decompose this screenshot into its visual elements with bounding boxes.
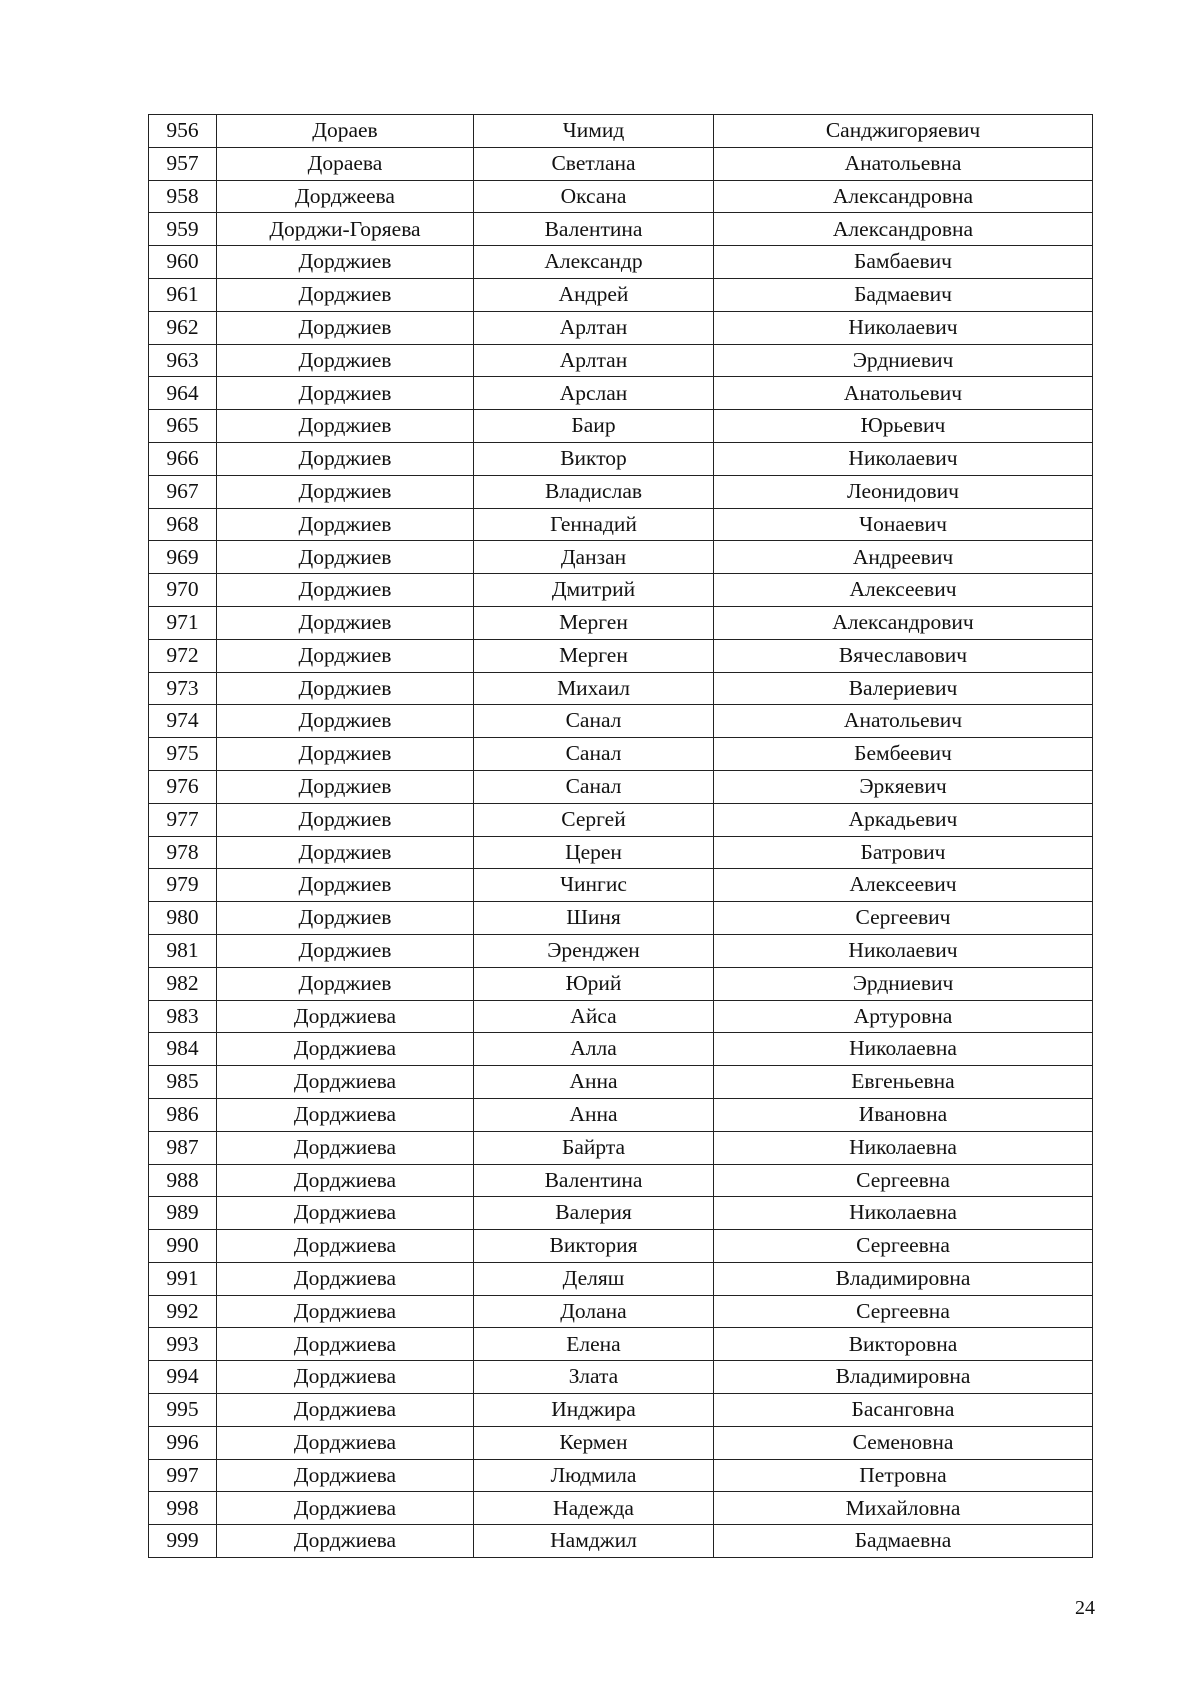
patronymic-cell: Николаевич — [714, 311, 1093, 344]
row-number-cell: 994 — [149, 1361, 217, 1394]
table-row — [149, 803, 1093, 836]
patronymic-cell: Михайловна — [714, 1492, 1093, 1525]
patronymic-cell: Сергеевна — [714, 1164, 1093, 1197]
surname-cell: Дорджиев — [217, 869, 474, 902]
patronymic-cell: Николаевна — [714, 1033, 1093, 1066]
surname-cell: Дорджиев — [217, 410, 474, 443]
patronymic-cell: Эрдниевич — [714, 344, 1093, 377]
table-row — [149, 1394, 1093, 1427]
patronymic-cell: Николаевна — [714, 1131, 1093, 1164]
patronymic-cell: Владимировна — [714, 1361, 1093, 1394]
page-number: 24 — [1075, 1597, 1095, 1619]
surname-cell: Дорджиева — [217, 1295, 474, 1328]
table-row — [149, 213, 1093, 246]
table-row — [149, 475, 1093, 508]
row-number-cell: 975 — [149, 738, 217, 771]
table-row — [149, 934, 1093, 967]
table-row — [149, 377, 1093, 410]
surname-cell: Дорджиев — [217, 278, 474, 311]
table-row — [149, 1426, 1093, 1459]
row-number-cell: 992 — [149, 1295, 217, 1328]
given-name-cell: Эренджен — [474, 934, 714, 967]
surname-cell: Дорджи-Горяева — [217, 213, 474, 246]
patronymic-cell: Валериевич — [714, 672, 1093, 705]
given-name-cell: Андрей — [474, 278, 714, 311]
given-name-cell: Елена — [474, 1328, 714, 1361]
surname-cell: Дорджиев — [217, 311, 474, 344]
surname-cell: Дораев — [217, 115, 474, 148]
patronymic-cell: Евгеньевна — [714, 1066, 1093, 1099]
row-number-cell: 982 — [149, 967, 217, 1000]
table-row — [149, 1525, 1093, 1558]
surname-cell: Дорджиев — [217, 475, 474, 508]
surname-cell: Дорджиева — [217, 1394, 474, 1427]
given-name-cell: Айса — [474, 1000, 714, 1033]
surname-cell: Дорджиев — [217, 902, 474, 935]
patronymic-cell: Владимировна — [714, 1262, 1093, 1295]
table-row — [149, 1459, 1093, 1492]
row-number-cell: 991 — [149, 1262, 217, 1295]
surname-cell: Дорджиев — [217, 705, 474, 738]
patronymic-cell: Чонаевич — [714, 508, 1093, 541]
surname-cell: Дорджиева — [217, 1164, 474, 1197]
surname-cell: Дорджиева — [217, 1525, 474, 1558]
row-number-cell: 974 — [149, 705, 217, 738]
surname-cell: Дорджиев — [217, 344, 474, 377]
row-number-cell: 959 — [149, 213, 217, 246]
table-row — [149, 1328, 1093, 1361]
table-row — [149, 1098, 1093, 1131]
patronymic-cell: Эркяевич — [714, 770, 1093, 803]
row-number-cell: 958 — [149, 180, 217, 213]
row-number-cell: 979 — [149, 869, 217, 902]
table-row — [149, 705, 1093, 738]
patronymic-cell: Батрович — [714, 836, 1093, 869]
patronymic-cell: Бембеевич — [714, 738, 1093, 771]
given-name-cell: Валерия — [474, 1197, 714, 1230]
roster-body — [149, 115, 1093, 1558]
patronymic-cell: Бадмаевич — [714, 278, 1093, 311]
table-row — [149, 606, 1093, 639]
patronymic-cell: Анатольевич — [714, 705, 1093, 738]
row-number-cell: 983 — [149, 1000, 217, 1033]
given-name-cell: Геннадий — [474, 508, 714, 541]
patronymic-cell: Анатольевич — [714, 377, 1093, 410]
given-name-cell: Инджира — [474, 1394, 714, 1427]
surname-cell: Дорджиев — [217, 672, 474, 705]
table-row — [149, 869, 1093, 902]
surname-cell: Дорджиев — [217, 770, 474, 803]
given-name-cell: Михаил — [474, 672, 714, 705]
patronymic-cell: Петровна — [714, 1459, 1093, 1492]
row-number-cell: 962 — [149, 311, 217, 344]
given-name-cell: Виктория — [474, 1230, 714, 1263]
table-row — [149, 278, 1093, 311]
roster-sheet — [148, 114, 1092, 1558]
table-row — [149, 115, 1093, 148]
patronymic-cell: Сергеевна — [714, 1230, 1093, 1263]
patronymic-cell: Санджигоряевич — [714, 115, 1093, 148]
surname-cell: Дорджиева — [217, 1197, 474, 1230]
row-number-cell: 998 — [149, 1492, 217, 1525]
surname-cell: Дорджиев — [217, 803, 474, 836]
surname-cell: Дорджиев — [217, 574, 474, 607]
row-number-cell: 969 — [149, 541, 217, 574]
patronymic-cell: Николаевна — [714, 1197, 1093, 1230]
patronymic-cell: Эрдниевич — [714, 967, 1093, 1000]
surname-cell: Дорджиев — [217, 442, 474, 475]
surname-cell: Дорджиева — [217, 1066, 474, 1099]
row-number-cell: 990 — [149, 1230, 217, 1263]
given-name-cell: Владислав — [474, 475, 714, 508]
patronymic-cell: Андреевич — [714, 541, 1093, 574]
patronymic-cell: Аркадьевич — [714, 803, 1093, 836]
row-number-cell: 985 — [149, 1066, 217, 1099]
row-number-cell: 981 — [149, 934, 217, 967]
surname-cell: Дорджиев — [217, 934, 474, 967]
table-row — [149, 738, 1093, 771]
given-name-cell: Санал — [474, 738, 714, 771]
row-number-cell: 987 — [149, 1131, 217, 1164]
row-number-cell: 957 — [149, 147, 217, 180]
table-row — [149, 1262, 1093, 1295]
given-name-cell: Юрий — [474, 967, 714, 1000]
table-row — [149, 311, 1093, 344]
given-name-cell: Арслан — [474, 377, 714, 410]
given-name-cell: Арлтан — [474, 311, 714, 344]
surname-cell: Дорджиева — [217, 1492, 474, 1525]
table-row — [149, 1361, 1093, 1394]
row-number-cell: 973 — [149, 672, 217, 705]
surname-cell: Дорджиев — [217, 541, 474, 574]
row-number-cell: 999 — [149, 1525, 217, 1558]
given-name-cell: Валентина — [474, 1164, 714, 1197]
table-row — [149, 1131, 1093, 1164]
surname-cell: Дорджиев — [217, 508, 474, 541]
table-row — [149, 246, 1093, 279]
row-number-cell: 960 — [149, 246, 217, 279]
row-number-cell: 966 — [149, 442, 217, 475]
table-row — [149, 1164, 1093, 1197]
given-name-cell: Арлтан — [474, 344, 714, 377]
patronymic-cell: Бамбаевич — [714, 246, 1093, 279]
surname-cell: Дорджиева — [217, 1131, 474, 1164]
given-name-cell: Кермен — [474, 1426, 714, 1459]
row-number-cell: 995 — [149, 1394, 217, 1427]
table-row — [149, 1197, 1093, 1230]
table-row — [149, 967, 1093, 1000]
patronymic-cell: Сергеевич — [714, 902, 1093, 935]
surname-cell: Дорджиев — [217, 967, 474, 1000]
given-name-cell: Намджил — [474, 1525, 714, 1558]
given-name-cell: Александр — [474, 246, 714, 279]
surname-cell: Дораева — [217, 147, 474, 180]
row-number-cell: 993 — [149, 1328, 217, 1361]
patronymic-cell: Леонидович — [714, 475, 1093, 508]
surname-cell: Дорджиева — [217, 1361, 474, 1394]
table-row — [149, 410, 1093, 443]
row-number-cell: 965 — [149, 410, 217, 443]
table-row — [149, 344, 1093, 377]
patronymic-cell: Басанговна — [714, 1394, 1093, 1427]
given-name-cell: Чимид — [474, 115, 714, 148]
given-name-cell: Валентина — [474, 213, 714, 246]
table-row — [149, 639, 1093, 672]
given-name-cell: Деляш — [474, 1262, 714, 1295]
patronymic-cell: Сергеевна — [714, 1295, 1093, 1328]
table-row — [149, 770, 1093, 803]
table-row — [149, 1295, 1093, 1328]
table-row — [149, 508, 1093, 541]
patronymic-cell: Бадмаевна — [714, 1525, 1093, 1558]
given-name-cell: Санал — [474, 705, 714, 738]
given-name-cell: Шиня — [474, 902, 714, 935]
row-number-cell: 988 — [149, 1164, 217, 1197]
table-row — [149, 836, 1093, 869]
given-name-cell: Долана — [474, 1295, 714, 1328]
row-number-cell: 989 — [149, 1197, 217, 1230]
row-number-cell: 977 — [149, 803, 217, 836]
surname-cell: Дорджиев — [217, 836, 474, 869]
row-number-cell: 961 — [149, 278, 217, 311]
given-name-cell: Надежда — [474, 1492, 714, 1525]
table-row — [149, 1033, 1093, 1066]
row-number-cell: 970 — [149, 574, 217, 607]
patronymic-cell: Николаевич — [714, 934, 1093, 967]
given-name-cell: Мерген — [474, 639, 714, 672]
table-row — [149, 442, 1093, 475]
patronymic-cell: Александрович — [714, 606, 1093, 639]
given-name-cell: Церен — [474, 836, 714, 869]
table-row — [149, 1492, 1093, 1525]
surname-cell: Дорджеева — [217, 180, 474, 213]
table-row — [149, 1230, 1093, 1263]
given-name-cell: Баир — [474, 410, 714, 443]
roster-table — [148, 114, 1093, 1558]
row-number-cell: 968 — [149, 508, 217, 541]
surname-cell: Дорджиева — [217, 1230, 474, 1263]
table-row — [149, 902, 1093, 935]
patronymic-cell: Алексеевич — [714, 869, 1093, 902]
surname-cell: Дорджиева — [217, 1033, 474, 1066]
given-name-cell: Злата — [474, 1361, 714, 1394]
given-name-cell: Чингис — [474, 869, 714, 902]
surname-cell: Дорджиева — [217, 1426, 474, 1459]
patronymic-cell: Артуровна — [714, 1000, 1093, 1033]
patronymic-cell: Ивановна — [714, 1098, 1093, 1131]
table-row — [149, 147, 1093, 180]
row-number-cell: 956 — [149, 115, 217, 148]
given-name-cell: Анна — [474, 1098, 714, 1131]
surname-cell: Дорджиева — [217, 1459, 474, 1492]
row-number-cell: 978 — [149, 836, 217, 869]
patronymic-cell: Юрьевич — [714, 410, 1093, 443]
patronymic-cell: Алексеевич — [714, 574, 1093, 607]
table-row — [149, 574, 1093, 607]
surname-cell: Дорджиева — [217, 1262, 474, 1295]
given-name-cell: Анна — [474, 1066, 714, 1099]
surname-cell: Дорджиева — [217, 1098, 474, 1131]
given-name-cell: Сергей — [474, 803, 714, 836]
table-row — [149, 541, 1093, 574]
given-name-cell: Мерген — [474, 606, 714, 639]
table-row — [149, 180, 1093, 213]
table-row — [149, 1000, 1093, 1033]
row-number-cell: 971 — [149, 606, 217, 639]
row-number-cell: 976 — [149, 770, 217, 803]
surname-cell: Дорджиев — [217, 377, 474, 410]
given-name-cell: Виктор — [474, 442, 714, 475]
row-number-cell: 963 — [149, 344, 217, 377]
given-name-cell: Байрта — [474, 1131, 714, 1164]
table-row — [149, 672, 1093, 705]
given-name-cell: Светлана — [474, 147, 714, 180]
row-number-cell: 984 — [149, 1033, 217, 1066]
surname-cell: Дорджиева — [217, 1328, 474, 1361]
row-number-cell: 996 — [149, 1426, 217, 1459]
given-name-cell: Людмила — [474, 1459, 714, 1492]
patronymic-cell: Анатольевна — [714, 147, 1093, 180]
given-name-cell: Дмитрий — [474, 574, 714, 607]
surname-cell: Дорджиев — [217, 639, 474, 672]
row-number-cell: 980 — [149, 902, 217, 935]
given-name-cell: Данзан — [474, 541, 714, 574]
given-name-cell: Алла — [474, 1033, 714, 1066]
surname-cell: Дорджиева — [217, 1000, 474, 1033]
row-number-cell: 967 — [149, 475, 217, 508]
patronymic-cell: Николаевич — [714, 442, 1093, 475]
patronymic-cell: Александровна — [714, 180, 1093, 213]
row-number-cell: 997 — [149, 1459, 217, 1492]
patronymic-cell: Александровна — [714, 213, 1093, 246]
surname-cell: Дорджиев — [217, 606, 474, 639]
patronymic-cell: Семеновна — [714, 1426, 1093, 1459]
surname-cell: Дорджиев — [217, 738, 474, 771]
row-number-cell: 972 — [149, 639, 217, 672]
given-name-cell: Санал — [474, 770, 714, 803]
row-number-cell: 986 — [149, 1098, 217, 1131]
surname-cell: Дорджиев — [217, 246, 474, 279]
patronymic-cell: Викторовна — [714, 1328, 1093, 1361]
patronymic-cell: Вячеславович — [714, 639, 1093, 672]
row-number-cell: 964 — [149, 377, 217, 410]
table-row — [149, 1066, 1093, 1099]
given-name-cell: Оксана — [474, 180, 714, 213]
